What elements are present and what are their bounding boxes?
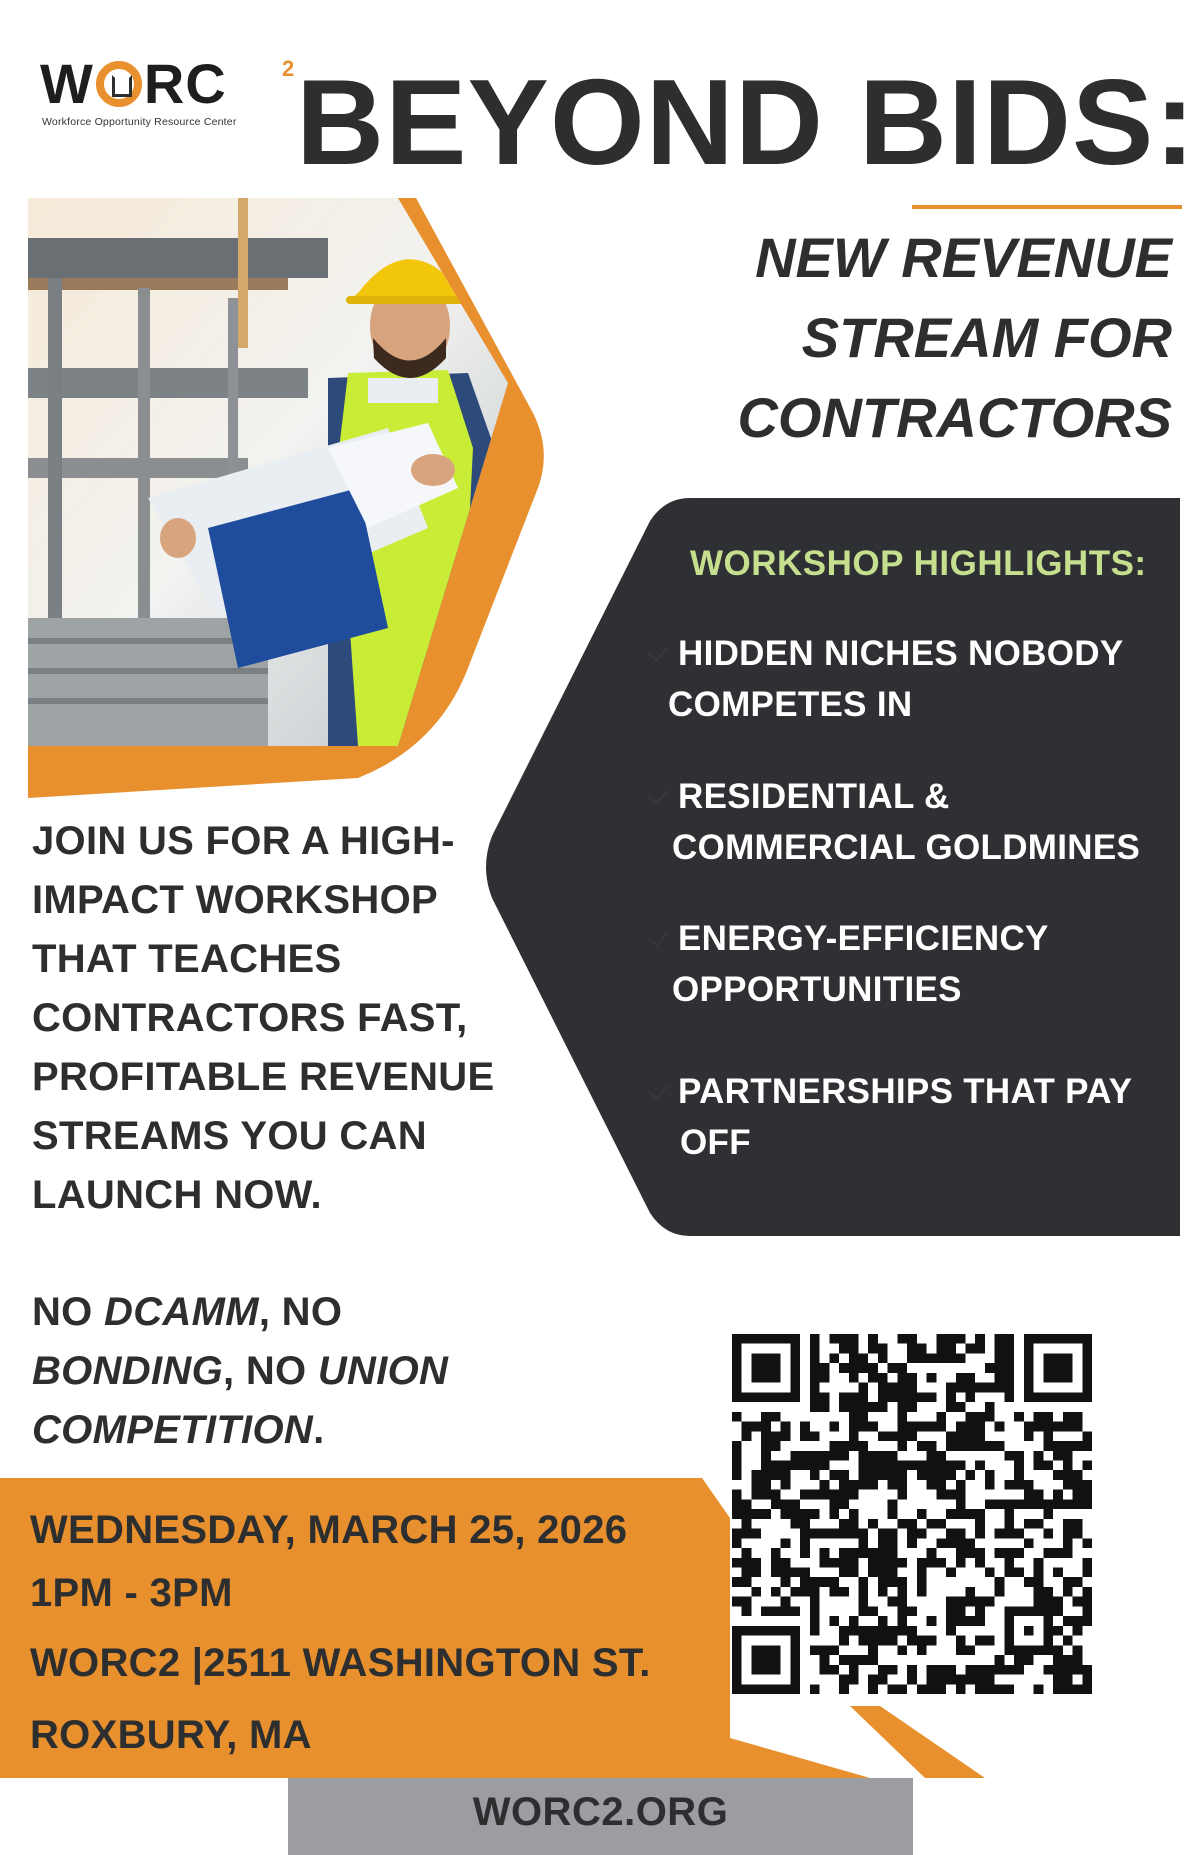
event-venue: WORC2 |2511 WASHINGTON ST. — [30, 1641, 651, 1685]
subtitle-line: STREAM FOR — [801, 306, 1172, 369]
subtitle — [652, 218, 1172, 458]
title-underline — [912, 205, 1182, 209]
restriction-dcamm: DCAMM — [104, 1290, 259, 1334]
worc2-logo — [40, 52, 295, 132]
intro-line: LAUNCH NOW. — [32, 1173, 322, 1217]
restriction-text: , NO — [258, 1290, 343, 1334]
event-date: WEDNESDAY, MARCH 25, 2026 — [30, 1508, 628, 1552]
subtitle-line: NEW REVENUE — [755, 226, 1172, 289]
highlight-item — [668, 1066, 1188, 1168]
highlight-line: PARTNERSHIPS THAT PAY — [678, 1072, 1133, 1111]
highlight-line: HIDDEN NICHES NOBODY — [678, 634, 1124, 673]
intro-line: STREAMS YOU CAN — [32, 1114, 427, 1158]
highlight-item — [668, 771, 1188, 873]
restriction-text: . — [313, 1408, 325, 1452]
logo-tagline: Workforce Opportunity Resource Center — [42, 116, 237, 128]
restriction-text: NO — [32, 1290, 105, 1334]
intro-line: THAT TEACHES — [32, 937, 342, 981]
event-city: ROXBURY, MA — [30, 1713, 312, 1757]
restriction-bonding: BONDING — [32, 1349, 223, 1393]
highlight-line: OFF — [680, 1123, 751, 1162]
house-icon — [96, 61, 142, 107]
restriction-text: , NO — [223, 1349, 318, 1393]
highlight-item — [668, 913, 1188, 1015]
highlights-heading: WORKSHOP HIGHLIGHTS: — [690, 544, 1147, 583]
event-time: 1PM - 3PM — [30, 1571, 233, 1615]
highlight-line: COMPETES IN — [668, 685, 913, 724]
intro-paragraph — [32, 812, 552, 1225]
restriction-competition: COMPETITION — [32, 1408, 314, 1452]
restriction-union: UNION — [317, 1349, 449, 1393]
logo-superscript: 2 — [282, 56, 295, 81]
highlight-line: COMMERCIAL GOLDMINES — [672, 828, 1141, 867]
logo-wordmark: W RC — [40, 52, 227, 115]
qr-code-icon[interactable] — [732, 1334, 1092, 1694]
intro-line: CONTRACTORS FAST, — [32, 996, 468, 1040]
restrictions-text — [32, 1283, 552, 1460]
intro-line: JOIN US FOR A HIGH- — [32, 819, 455, 863]
intro-line: PROFITABLE REVENUE — [32, 1055, 495, 1099]
page-title: BEYOND BIDS: — [296, 54, 1196, 190]
highlight-line: ENERGY-EFFICIENCY — [678, 919, 1049, 958]
intro-line: IMPACT WORKSHOP — [32, 878, 438, 922]
highlight-line: OPPORTUNITIES — [672, 970, 962, 1009]
highlight-line: RESIDENTIAL & — [678, 777, 950, 816]
website-link[interactable]: WORC2.ORG — [472, 1790, 729, 1834]
highlight-item — [668, 628, 1188, 730]
subtitle-line: CONTRACTORS — [737, 386, 1172, 449]
